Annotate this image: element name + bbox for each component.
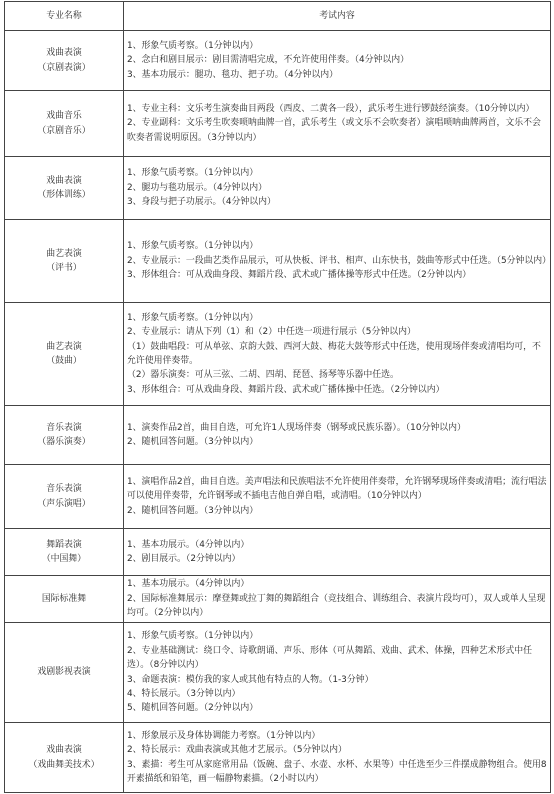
exam-content-item: 2、专业基础测试：绕口令、诗歌朗诵、声乐、形体（可从舞蹈、戏曲、武术、体操，四种艺术形式中任选）。（8分钟以内） <box>127 645 533 671</box>
major-name-line: （鼓曲） <box>46 356 82 366</box>
major-name-line: 戏曲表演 <box>46 48 82 59</box>
major-name-line: 戏曲表演 <box>46 745 82 756</box>
major-name-line: （评书） <box>46 263 82 273</box>
exam-content-item: 1、形象展示及身体协调能力考察。（1分钟以内） <box>127 730 321 741</box>
exam-content-item: （1）鼓曲唱段：可从单弦、京韵大鼓、西河大鼓、梅花大鼓等形式中任选，使用现场伴奏或清唱均可，不允许使用伴奏带。 <box>127 341 541 366</box>
major-name-cell <box>5 465 124 529</box>
exam-content-cell <box>124 623 551 723</box>
major-name-cell <box>5 91 124 157</box>
major-name-line: （戏曲舞美技术） <box>28 759 100 770</box>
exam-content-item: 1、专业主科：文乐考生演奏曲目两段（西皮、二黄各一段），武乐考生进行锣鼓经演奏。（10分钟以内） <box>127 103 535 114</box>
table-row <box>5 31 551 91</box>
exam-content-cell <box>124 31 551 91</box>
table-row <box>5 157 551 220</box>
major-name-line: （声乐演唱） <box>37 498 91 509</box>
exam-content-item: 1、形象气质考察。（1分钟以内） <box>127 40 259 51</box>
major-name-cell <box>5 157 124 220</box>
exam-content-item: 2、随机回答问题。（3分钟以内） <box>127 437 259 447</box>
exam-content-item: 1、演唱作品2首，曲目自选。美声唱法和民族唱法不允许使用伴奏带，允许钢琴现场伴奏或清唱；流行唱法可以使用伴奏带，允许钢琴或不插电吉他自弹自唱，或清唱。（10分钟以内） <box>127 476 547 502</box>
major-name-line: （京剧表演） <box>37 62 91 73</box>
major-name-line: 曲艺表演 <box>46 248 82 259</box>
exam-content-item: 3、身段与把子功展示。（4分钟以内） <box>127 197 276 208</box>
exam-content-item: 3、形体组合：可从戏曲身段、舞蹈片段、武术或广播体操中任选。（2分钟以内） <box>127 384 445 395</box>
exam-content-item: 3、素描：考生可从家庭常用品（饭碗、盘子、水壶、水杯、水果等）中任选至少三件摆成静物组合。使用8开素描纸和铅笔，画一幅静物素描。（2小时以内） <box>127 759 547 784</box>
major-name-line: 音乐表演 <box>46 422 82 433</box>
exam-content-item: 5、随机回答问题。（2分钟以内） <box>127 703 259 714</box>
table-row <box>5 465 551 529</box>
exam-content-item: 1、形象气质考察。（1分钟以内） <box>127 241 259 252</box>
major-name-cell <box>5 723 124 793</box>
exam-content-item: 3、形体组合：可从戏曲身段、舞蹈片段、武术或广播体操等形式中任选。（2分钟以内） <box>127 270 472 281</box>
table-row <box>5 220 551 303</box>
exam-content-cell <box>124 406 551 465</box>
exam-content-item: 1、形象气质考察。（1分钟以内） <box>127 312 259 323</box>
major-name-line: （形体训练） <box>37 190 91 200</box>
exam-content-item: 2、念白和剧目展示：剧目需清唱完成，不允许使用伴奏。（4分钟以内） <box>127 55 409 66</box>
major-name-cell <box>5 220 124 303</box>
major-name-cell <box>5 576 124 623</box>
exam-content-cell <box>124 576 551 623</box>
table-row <box>5 623 551 723</box>
major-name-line: 戏剧影视表演 <box>37 667 91 678</box>
exam-content-item: 2、国际标准舞展示：摩登舞或拉丁舞的舞蹈组合（竞技组合、训练组合、表演片段均可），双人或单人呈现均可。（2分钟以内） <box>127 593 546 619</box>
table-row <box>5 91 551 157</box>
major-name-cell <box>5 31 124 91</box>
exam-content-item: 1、基本功展示。（4分钟以内） <box>127 539 250 550</box>
exam-content-table <box>4 1 551 793</box>
exam-content-cell <box>124 220 551 303</box>
exam-content-cell <box>124 529 551 576</box>
major-name-line: 戏曲表演 <box>46 175 82 186</box>
exam-content-cell <box>124 303 551 406</box>
column-header-exam-content: 考试内容 <box>124 2 551 31</box>
exam-content-item: 2、专业展示：一段曲艺类作品展示，可从快板、评书、相声、山东快书，鼓曲等形式中任选。（5分钟以内） <box>127 255 551 266</box>
table-header-row <box>5 2 551 31</box>
major-name-line: 音乐表演 <box>46 484 82 495</box>
exam-content-item: 1、形象气质考察。（1分钟以内） <box>127 631 259 642</box>
table-row <box>5 529 551 576</box>
exam-content-cell <box>124 157 551 220</box>
exam-content-item: 1、基本功展示。（4分钟以内） <box>127 579 250 590</box>
major-name-cell <box>5 623 124 723</box>
major-name-cell <box>5 406 124 465</box>
table-row <box>5 723 551 793</box>
major-name-line: 戏曲音乐 <box>46 111 82 122</box>
exam-content-item: （2）器乐演奏：可从三弦、二胡、四胡、琵琶、扬琴等乐器中任选。 <box>127 370 399 381</box>
major-name-cell <box>5 303 124 406</box>
column-header-major: 专业名称 <box>5 2 124 31</box>
exam-content-item: 1、演奏作品2首，曲目自选，可允许1人现场伴奏（钢琴或民族乐器）。（10分钟以内） <box>127 422 466 433</box>
table-row <box>5 576 551 623</box>
table-row <box>5 406 551 465</box>
exam-content-item: 2、专业副科：文乐考生吹奏唢呐曲牌一首，武乐考生（或文乐不会吹奏者）演唱唢呐曲牌两首，文乐不会吹奏者需说明原因。（3分钟以内） <box>127 118 541 143</box>
exam-content-item: 2、特长展示：戏曲表演或其他才艺展示。（5分钟以内） <box>127 745 347 756</box>
exam-content-cell <box>124 91 551 157</box>
major-name-line: （中国舞） <box>41 554 87 564</box>
exam-content-item: 2、腿功与毯功展示。（4分钟以内） <box>127 182 267 193</box>
major-name-cell <box>5 529 124 576</box>
exam-content-item: 3、基本功展示：腿功、毯功、把子功。（4分钟以内） <box>127 69 338 80</box>
major-name-line: 曲艺表演 <box>46 341 82 352</box>
exam-content-item: 3、命题表演：模仿我的家人或其他有特点的人物。（1-3分钟） <box>127 674 374 685</box>
exam-content-item: 4、特长展示。（3分钟以内） <box>127 688 241 699</box>
exam-content-cell <box>124 723 551 793</box>
exam-content-item: 2、专业展示：请从下列（1）和（2）中任选一项进行展示（5分钟以内） <box>127 327 416 338</box>
table-row <box>5 303 551 406</box>
major-name-line: 国际标准舞 <box>41 593 87 604</box>
exam-content-cell <box>124 465 551 529</box>
major-name-line: （京剧音乐） <box>37 125 91 136</box>
major-name-line: 舞蹈表演 <box>46 539 82 550</box>
exam-content-item: 1、形象气质考察。（1分钟以内） <box>127 168 259 179</box>
exam-content-item: 2、剧目展示。（2分钟以内） <box>127 554 241 564</box>
major-name-line: （器乐演奏） <box>37 437 91 447</box>
exam-content-item: 2、随机回答问题。（3分钟以内） <box>127 505 259 516</box>
